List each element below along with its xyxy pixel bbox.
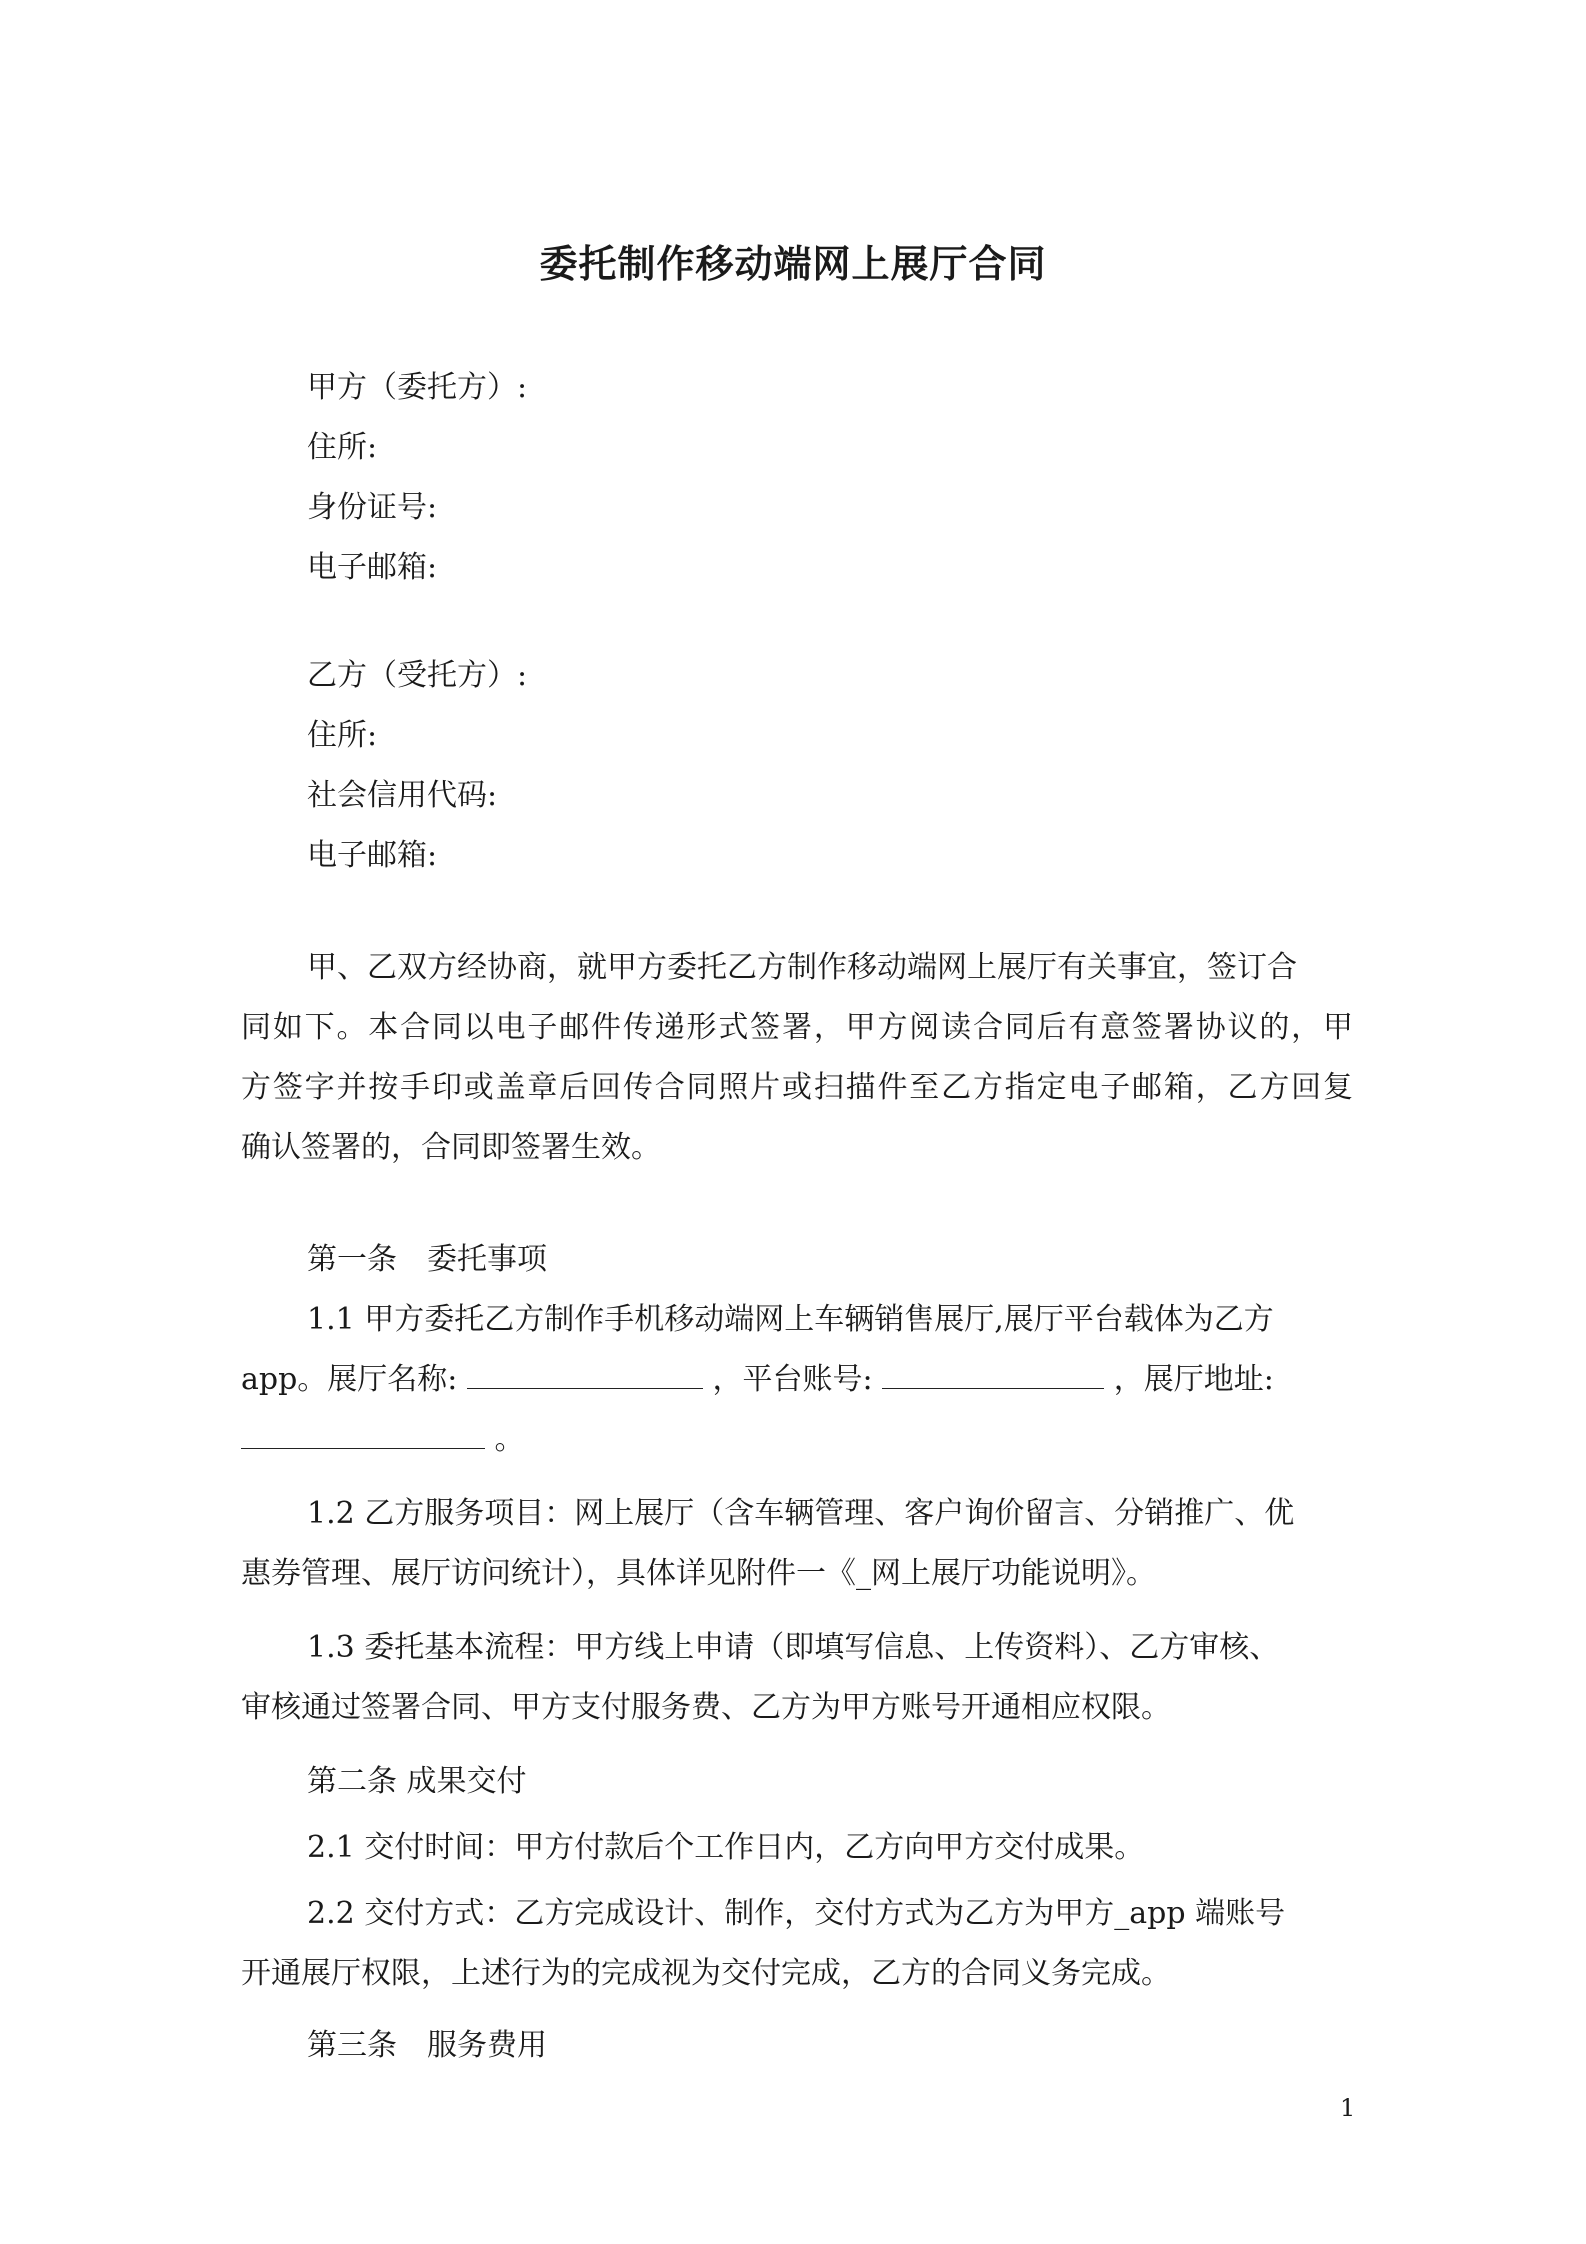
document-title: 委托制作移动端网上展厅合同	[539, 241, 1047, 286]
article-1-heading: 第一条 委托事项	[307, 1242, 547, 1277]
article-3-heading: 第三条 服务费用	[307, 2028, 547, 2063]
clause-1-1-end: 。	[494, 1422, 525, 1457]
party-b-label: 乙方（受托方）:	[307, 658, 528, 693]
showroom-address-label: ，展厅地址:	[1113, 1362, 1274, 1397]
party-b-credit-code: 社会信用代码:	[307, 778, 498, 813]
clause-1-3-line-1: 1.3 委托基本流程：甲方线上申请（即填写信息、上传资料）、乙方审核、	[307, 1630, 1280, 1665]
clause-2-2-line-2: 开通展厅权限，上述行为的完成视为交付完成，乙方的合同义务完成。	[241, 1956, 1171, 1991]
showroom-name-label: app。展厅名称:	[241, 1362, 458, 1397]
page-number: 1	[1340, 2094, 1356, 2122]
intro-line-3: 方签字并按手印或盖章后回传合同照片或扫描件至乙方指定电子邮箱，乙方回复	[241, 1070, 1353, 1105]
party-a-label: 甲方（委托方）:	[307, 370, 528, 405]
party-b-address: 住所:	[307, 718, 378, 753]
clause-1-1-line-1: 1.1 甲方委托乙方制作手机移动端网上车辆销售展厅,展厅平台载体为乙方	[307, 1302, 1274, 1337]
clause-1-1-line-2	[241, 1358, 1274, 1402]
intro-line-4: 确认签署的，合同即签署生效。	[241, 1130, 661, 1165]
article-2-heading: 第二条 成果交付	[307, 1764, 527, 1799]
clause-1-2-line-1: 1.2 乙方服务项目：网上展厅（含车辆管理、客户询价留言、分销推广、优	[307, 1496, 1295, 1531]
party-b-email: 电子邮箱:	[307, 838, 438, 873]
clause-1-2-line-2: 惠券管理、展厅访问统计），具体详见附件一《_网上展厅功能说明》。	[241, 1556, 1156, 1591]
clause-2-2-line-1: 2.2 交付方式：乙方完成设计、制作，交付方式为乙方为甲方_app 端账号	[307, 1896, 1286, 1931]
party-a-address: 住所:	[307, 430, 378, 465]
platform-account-label: ，平台账号:	[712, 1362, 873, 1397]
showroom-name-blank[interactable]	[467, 1358, 703, 1389]
platform-account-blank[interactable]	[882, 1358, 1104, 1389]
showroom-address-blank[interactable]	[241, 1418, 485, 1449]
clause-1-1-line-3	[241, 1418, 525, 1462]
party-a-id-number: 身份证号:	[307, 490, 438, 525]
clause-1-3-line-2: 审核通过签署合同、甲方支付服务费、乙方为甲方账号开通相应权限。	[241, 1690, 1171, 1725]
clause-2-1: 2.1 交付时间：甲方付款后个工作日内，乙方向甲方交付成果。	[307, 1830, 1145, 1865]
intro-line-2: 同如下。本合同以电子邮件传递形式签署，甲方阅读合同后有意签署协议的，甲	[241, 1010, 1353, 1045]
party-a-email: 电子邮箱:	[307, 550, 438, 585]
intro-line-1: 甲、乙双方经协商，就甲方委托乙方制作移动端网上展厅有关事宜，签订合	[307, 950, 1297, 985]
